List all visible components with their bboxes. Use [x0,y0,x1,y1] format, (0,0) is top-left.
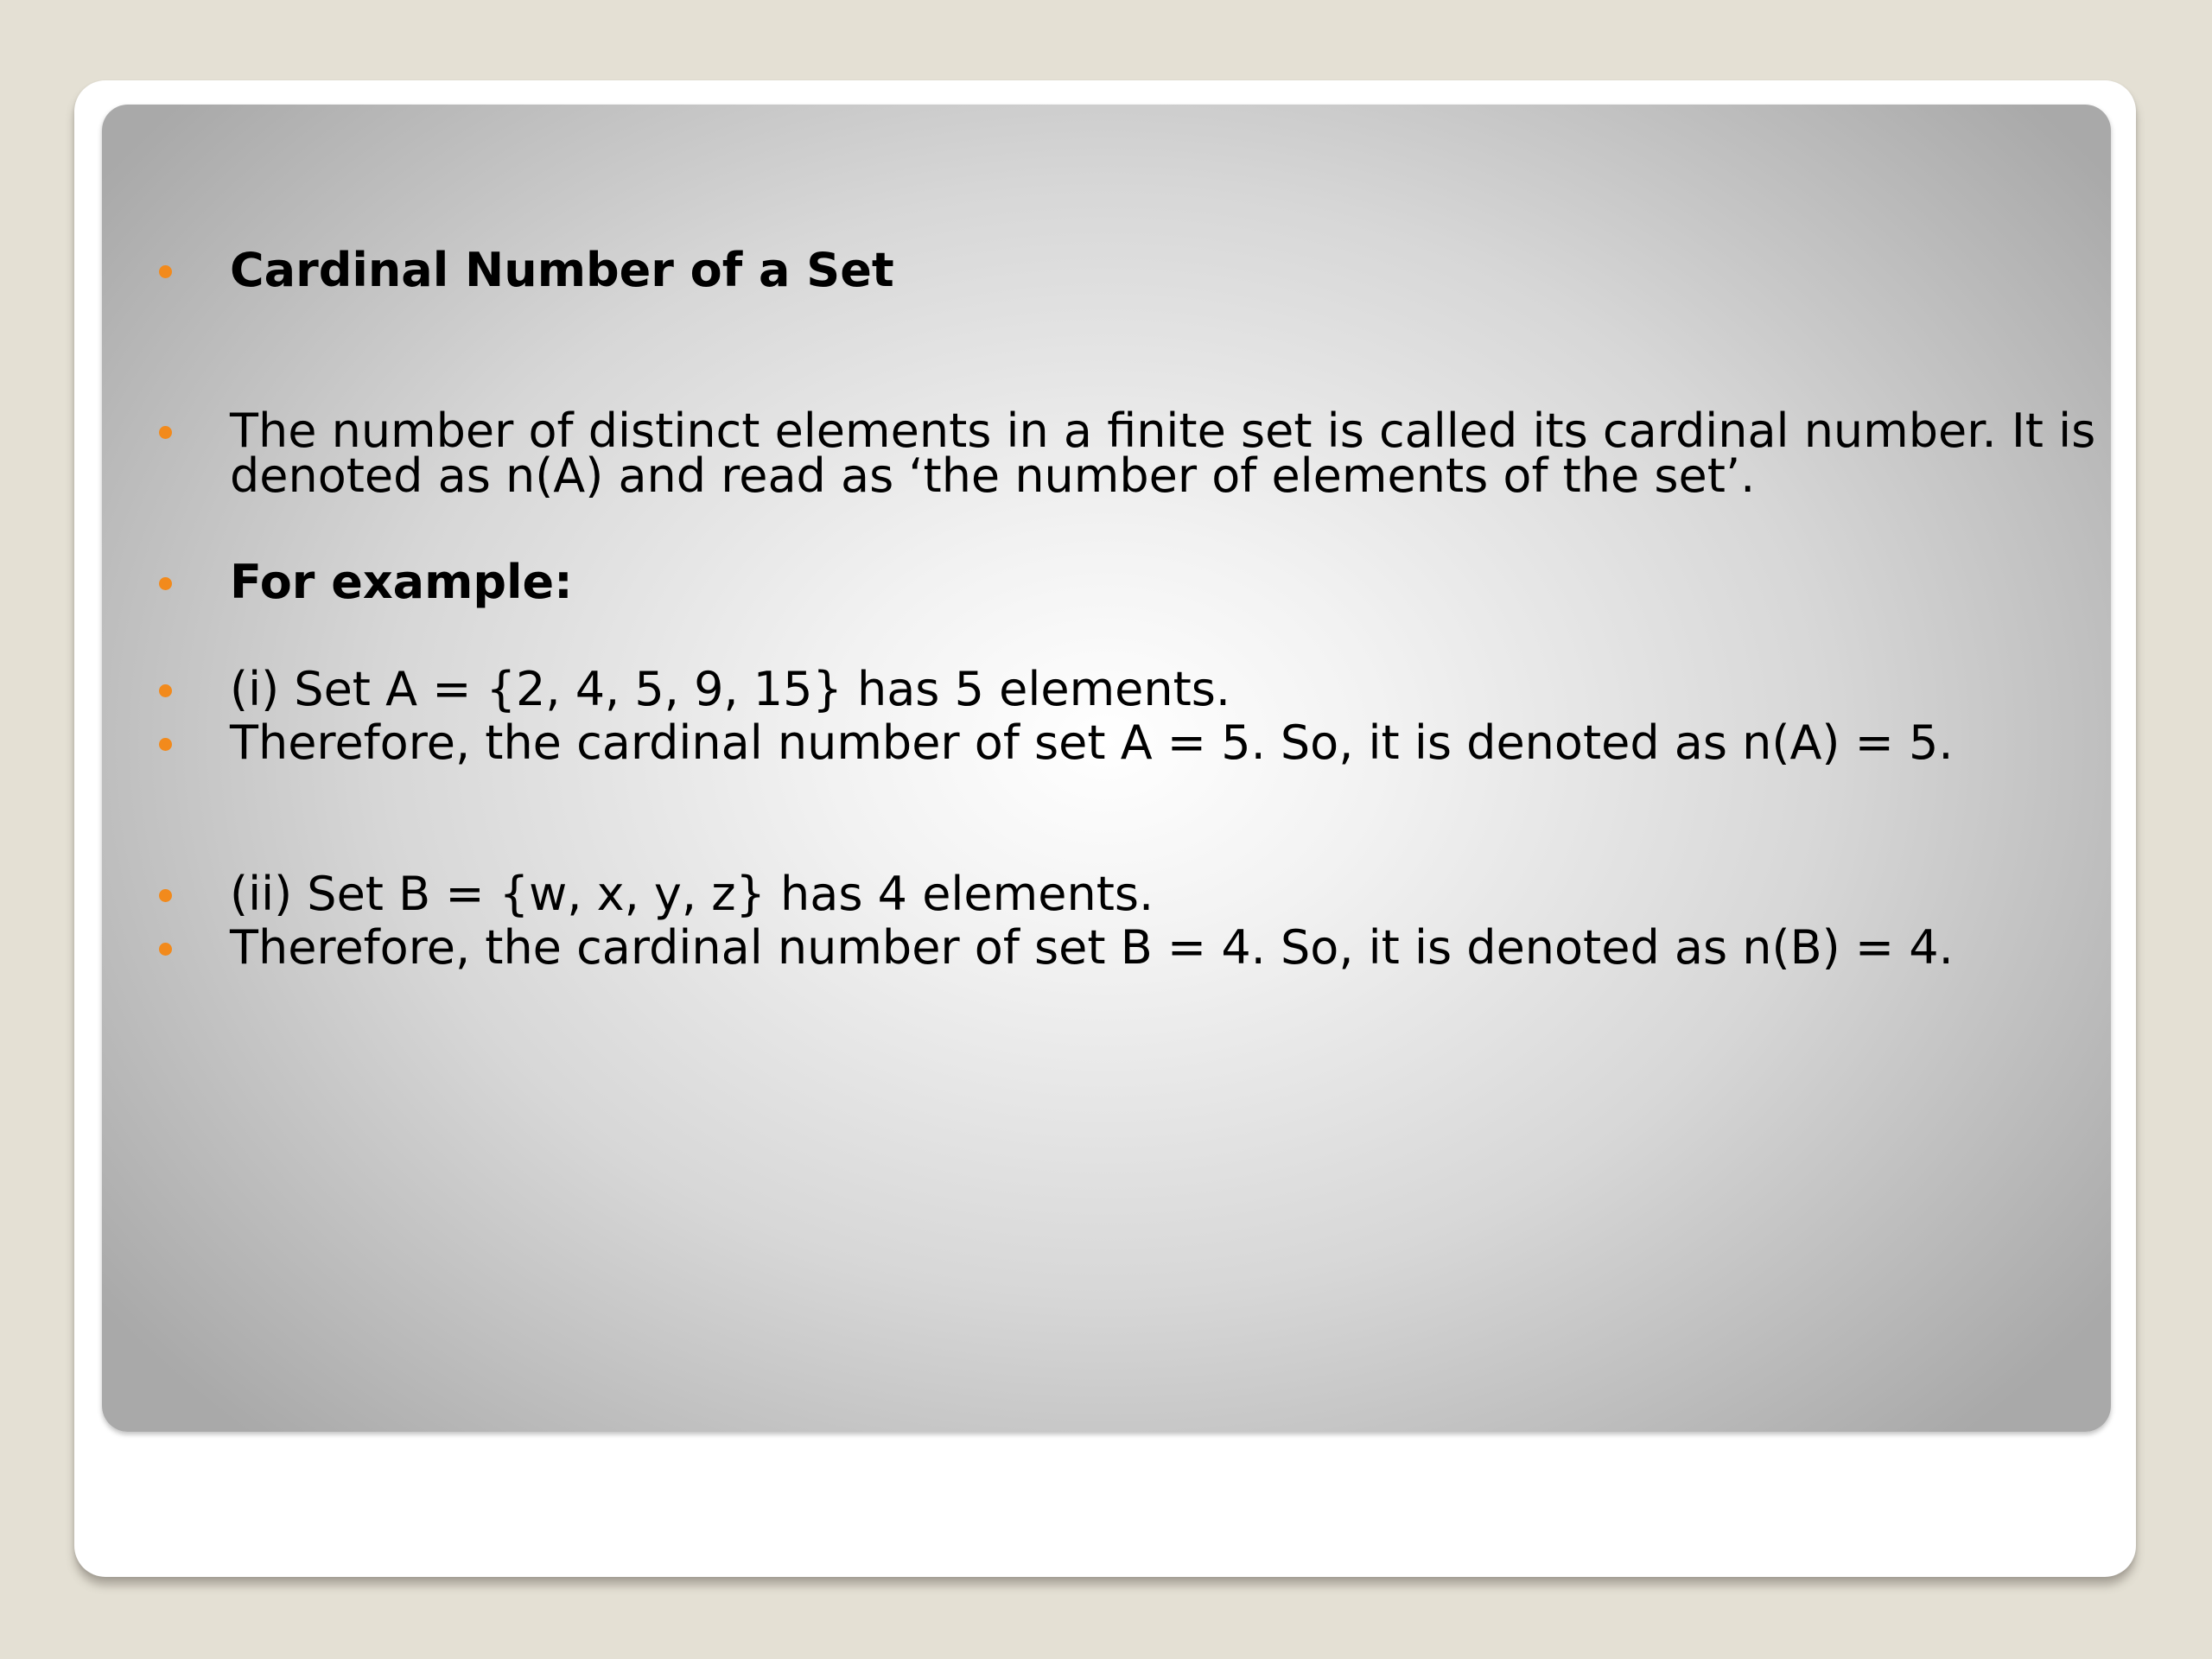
bullet-dot-icon [159,265,172,278]
bullet-item-definition [230,404,2148,503]
bullet-text: (ii) Set B = {w, x, y, z} has 4 elements. [230,867,1154,921]
bullet-dot-icon [159,738,172,751]
bullet-text: Cardinal Number of a Set [230,243,894,297]
bullet-text: For example: [230,555,573,609]
bullet-dot-icon [159,684,172,697]
bullet-item-example-a [230,662,2148,716]
bullet-text: Therefore, the cardinal number of set B = 4. So, it is denoted as n(B) = 4. [230,920,1954,975]
bullet-dot-icon [159,426,172,439]
bullet-item-example-heading [230,555,2148,609]
bullet-item-heading [230,243,2148,297]
bullet-text: (i) Set A = {2, 4, 5, 9, 15} has 5 elements. [230,662,1231,716]
slide-content-panel [102,105,2111,1432]
bullet-dot-icon [159,889,172,902]
bullet-text: Therefore, the cardinal number of set A = 5. So, it is denoted as n(A) = 5. [230,715,1954,770]
bullet-dot-icon [159,577,172,590]
bullet-text: The number of distinct elements in a finite set is called its cardinal number. It is denoted as n(A) and read as ‘the number of elements of the set’. [230,404,2096,503]
bullet-list [102,105,2111,1432]
bullet-item-conclusion-a [230,715,2148,770]
bullet-item-example-b [230,867,2148,921]
bullet-dot-icon [159,943,172,956]
bullet-item-conclusion-b [230,920,2148,975]
